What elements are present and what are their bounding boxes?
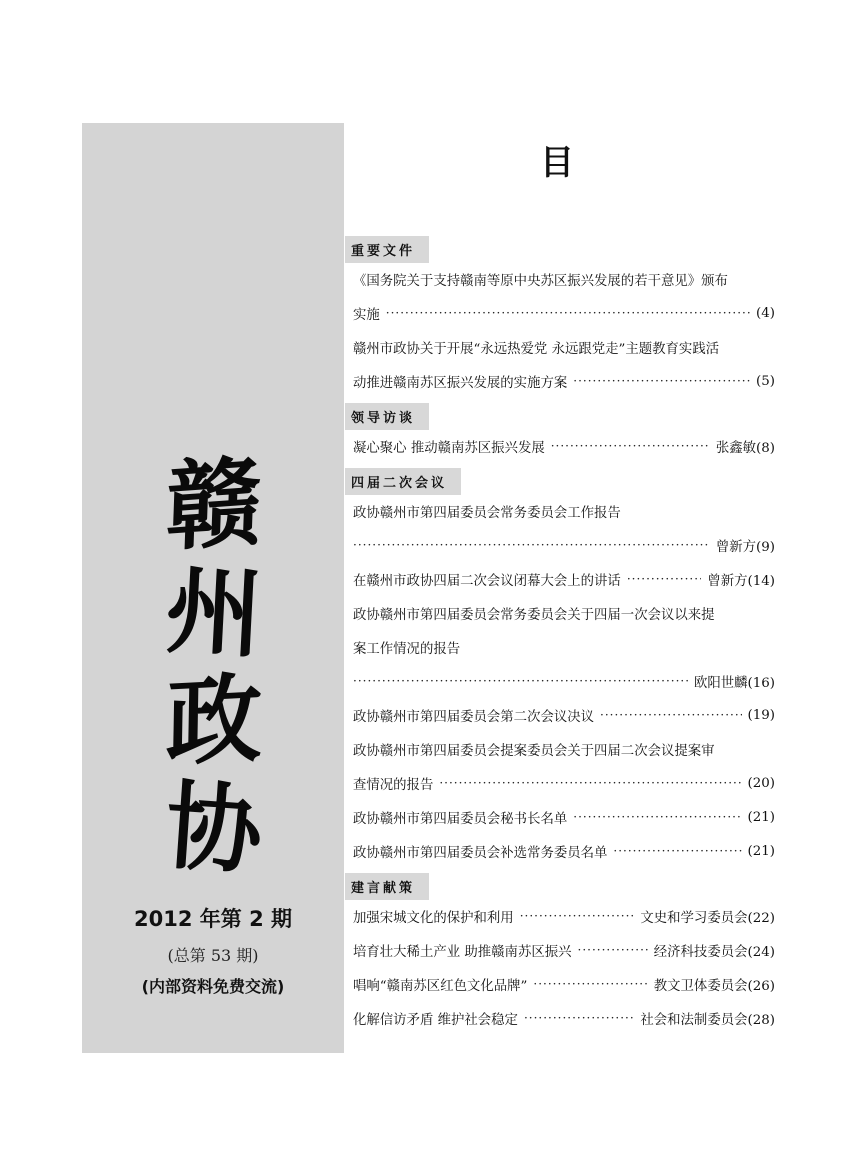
toc-entry[interactable] (345, 596, 775, 630)
masthead-calligraphy (134, 444, 294, 889)
toc-entry[interactable] (345, 494, 775, 528)
toc-leader-dots (573, 374, 750, 388)
masthead-char: 赣 (164, 444, 264, 565)
toc-section-title: 四届二次会议 (345, 468, 461, 495)
toc-section (345, 398, 775, 429)
toc-entry[interactable] (345, 1001, 775, 1035)
toc-entry-page-ref: (5) (756, 373, 775, 389)
toc-entry-title: 查情况的报告 (353, 777, 434, 793)
toc-entry-title: 政协赣州市第四届委员会补选常务委员名单 (353, 845, 608, 861)
toc-entry-page-ref: (20) (747, 775, 775, 791)
toc-entry[interactable] (345, 800, 775, 834)
toc-leader-dots (353, 538, 710, 552)
toc-entry-title: 培育壮大稀土产业 助推赣南苏区振兴 (353, 944, 572, 960)
toc-entry[interactable] (345, 330, 775, 364)
toc-leader-dots (524, 1011, 634, 1025)
circulation-note: (内部资料免费交流) (141, 977, 285, 996)
toc-entry-page-ref: 曾新方(9) (715, 539, 775, 555)
toc-entry[interactable] (345, 528, 775, 562)
toc-entry-page-ref: 文史和学习委员会(22) (640, 910, 775, 926)
toc-entry-title: 政协赣州市第四届委员会第二次会议决议 (353, 709, 595, 725)
toc-leader-dots (573, 810, 741, 824)
toc-entry-title: 加强宋城文化的保护和利用 (353, 910, 514, 926)
toc-entry[interactable] (345, 429, 775, 463)
toc-leader-dots (627, 572, 702, 586)
table-of-contents (345, 231, 775, 1035)
toc-entry[interactable] (345, 967, 775, 1001)
toc-entry-title: 政协赣州市第四届委员会常务委员会工作报告 (353, 505, 621, 521)
toc-entry[interactable] (345, 933, 775, 967)
toc-entry-page-ref: 社会和法制委员会(28) (640, 1012, 775, 1028)
toc-entry[interactable] (345, 262, 775, 296)
toc-entry-title: 政协赣州市第四届委员会秘书长名单 (353, 811, 568, 827)
toc-entry[interactable] (345, 364, 775, 398)
toc-entry[interactable] (345, 899, 775, 933)
toc-entry-title: 在赣州市政协四届二次会议闭幕大会上的讲话 (353, 573, 621, 589)
toc-entry-title: 化解信访矛盾 维护社会稳定 (353, 1012, 518, 1028)
toc-entry-page-ref: 曾新方(14) (707, 573, 775, 589)
cover-panel (82, 123, 344, 1053)
toc-section-title: 重要文件 (345, 236, 429, 263)
toc-entry[interactable] (345, 732, 775, 766)
toc-entry-title: 赣州市政协关于开展“永远热爱党 永远跟党走”主题教育实践活 (353, 341, 720, 357)
toc-section (345, 463, 775, 494)
toc-section (345, 231, 775, 262)
toc-entry-title: 动推进赣南苏区振兴发展的实施方案 (353, 375, 568, 391)
toc-entry[interactable] (345, 698, 775, 732)
masthead-char: 协 (162, 768, 266, 889)
toc-entry-page-ref: 张鑫敏(8) (715, 440, 775, 456)
toc-leader-dots (520, 909, 635, 923)
toc-entry-page-ref: (19) (747, 707, 775, 723)
toc-entry-page-ref: (4) (756, 305, 775, 321)
toc-entry-title: 实施 (353, 307, 380, 323)
toc-leader-dots (578, 943, 648, 957)
toc-leader-dots (551, 439, 710, 453)
toc-section-title: 建言献策 (345, 873, 429, 900)
toc-entry-title: 唱响“赣南苏区红色文化品牌” (353, 978, 528, 994)
toc-entry-title: 凝心聚心 推动赣南苏区振兴发展 (353, 440, 545, 456)
toc-leader-dots (600, 708, 741, 722)
toc-entry-page-ref: (21) (747, 843, 775, 859)
toc-entry[interactable] (345, 834, 775, 868)
toc-entry-page-ref: 欧阳世麟(16) (693, 675, 775, 691)
toc-entry[interactable] (345, 664, 775, 698)
toc-entry-title: 政协赣州市第四届委员会常务委员会关于四届一次会议以来提 (353, 607, 715, 623)
toc-entry[interactable] (345, 296, 775, 330)
toc-leader-dots (533, 977, 647, 991)
toc-section (345, 868, 775, 899)
toc-entry-page-ref: 教文卫体委员会(26) (653, 978, 775, 994)
toc-entry-page-ref: 经济科技委员会(24) (653, 944, 775, 960)
toc-section-title: 领导访谈 (345, 403, 429, 430)
toc-entry-title: 《国务院关于支持赣南等原中央苏区振兴发展的若干意见》颁布 (353, 273, 728, 289)
total-issue-number: (总第 53 期) (167, 946, 259, 965)
toc-entry-page-ref: (21) (747, 809, 775, 825)
toc-entry[interactable] (345, 630, 775, 664)
toc-entry[interactable] (345, 766, 775, 800)
masthead-char: 政 (165, 661, 263, 780)
toc-entry[interactable] (345, 562, 775, 596)
toc-entry-title: 案工作情况的报告 (353, 641, 461, 657)
toc-heading: 目 (540, 143, 574, 183)
toc-leader-dots (613, 844, 741, 858)
toc-entry-title: 政协赣州市第四届委员会提案委员会关于四届二次会议提案审 (353, 743, 715, 759)
toc-leader-dots (386, 306, 750, 320)
issue-number: 2012 年第 2 期 (134, 907, 292, 931)
toc-leader-dots (439, 776, 741, 790)
masthead-char: 州 (163, 553, 265, 672)
toc-leader-dots (353, 674, 688, 688)
